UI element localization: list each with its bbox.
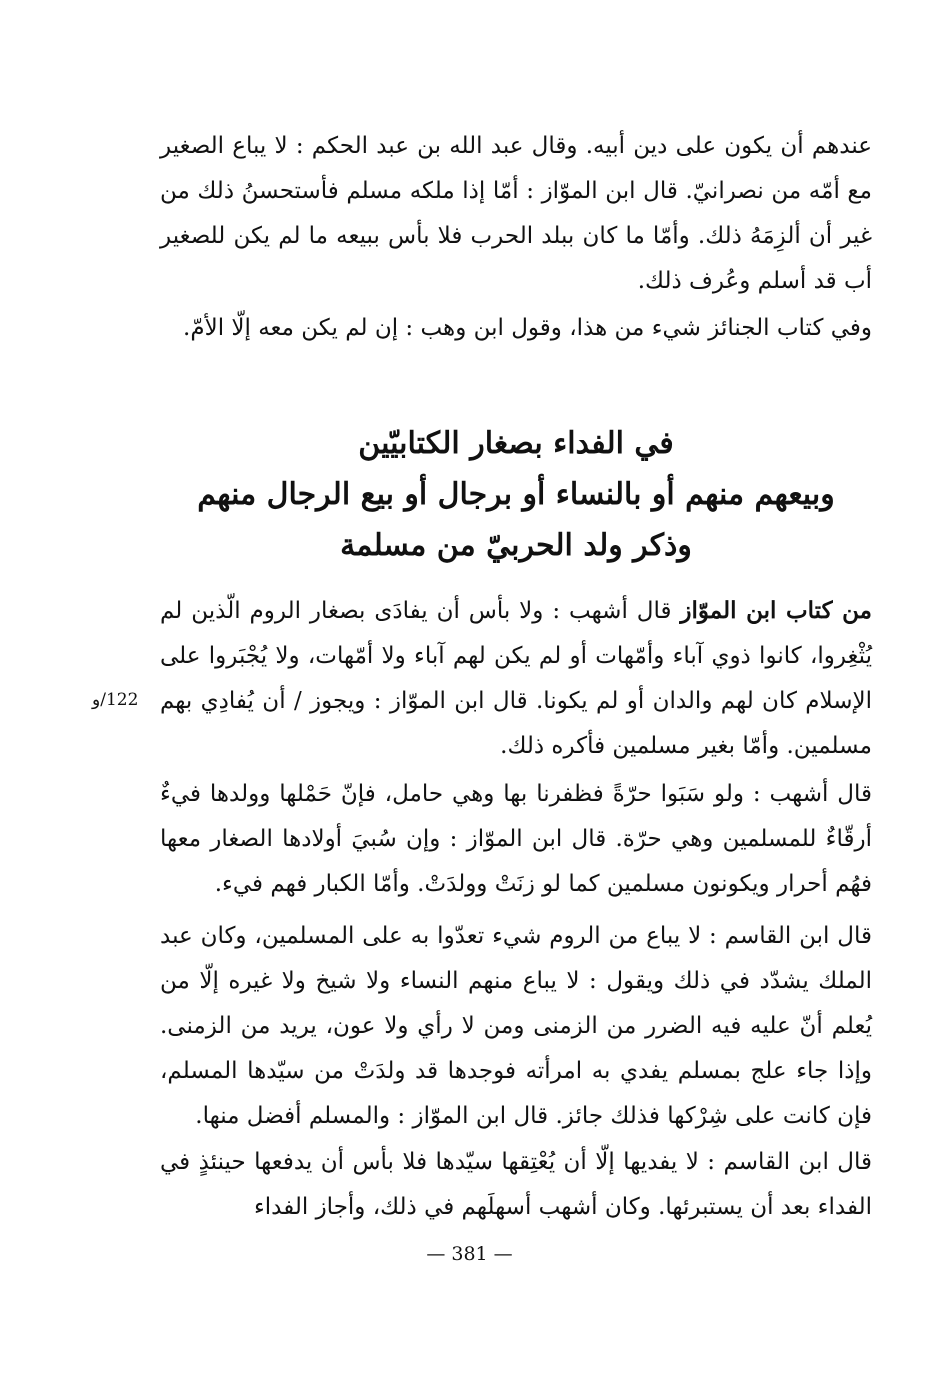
paragraph-3 [160,588,872,769]
heading-line-2: وبيعهم منهم أو بالنساء أو برجال أو بيع الرجال منهم [197,477,835,512]
paragraph-3-body: قال أشهب : ولا بأس أن يفادَى بصغار الروم الّذين لم يُثْغِروا، كانوا ذوي آباء وأمّهات أو لم يكن لهم آباء ولا أمّهات، ولا يُجْبَروا على الإسلام كان لهم والدان أو لم يكونا. قال ابن الموّاز : ويجوز / أن يُفادِي بهم مسلمين. وأمّا بغير مسلمين فأكره ذلك. [160,598,872,759]
source-reference: من كتاب ابن الموّاز [680,597,873,624]
heading-line-3: وذكر ولد الحربيّ من مسلمة [340,528,692,563]
page-number: — 381 — [426,1243,513,1265]
folio-margin-note: 122/و [92,690,139,710]
paragraph-4: قال أشهب : ولو سَبَوا حرّةً فظفرنا بها وهي حامل، فإنّ حَمْلها وولدها فيءٌ أرقّاءٌ للمسلمين وهي حرّة. قال ابن الموّاز : وإن سُبيَ أولادها الصغار معها فهُم أحرار ويكونون مسلمين كما لو زنَتْ وولدَتْ. وأمّا الكبار فهم فيء. [160,781,872,897]
paragraph-2: وفي كتاب الجنائز شيء من هذا، وقول ابن وهب : إن لم يكن معه إلّا الأمّ. [183,315,872,341]
paragraph-5: قال ابن القاسم : لا يباع من الروم شيء تعدّوا به على المسلمين، وكان عبد الملك يشدّد في ذلك ويقول : لا يباع منهم النساء ولا شيخ ولا غيره إلّا من يُعلم أنّ عليه فيه الضرر من الزمنى ومن لا رأي ولا عون، يريد من الزمنى. وإذا جاء علج بمسلم يفدي به امرأته فوجدها قد ولدَتْ من سيّدها المسلم، فإن كانت على شِرْكها فذلك جائز. قال ابن الموّاز : والمسلم أفضل منها. [160,923,872,1129]
paragraph-1: عندهم أن يكون على دين أبيه. وقال عبد الله بن عبد الحكم : لا يباع الصغير مع أمّه من نصرانيّ. قال ابن الموّاز : أمّا إذا ملكه مسلم فأستحسنُ ذلك من غير أن ألزِمَهُ ذلك. وأمّا ما كان ببلد الحرب فلا بأس ببيعه ما لم يكن للصغير أب قد أسلم وعُرف ذلك. [160,133,872,294]
paragraph-6: قال ابن القاسم : لا يفديها إلّا أن يُعْتِقها سيّدها فلا بأس أن يدفعها حينئذٍ في الفداء بعد أن يستبرئها. وكان أشهب أسهلَهم في ذلك، وأجاز الفداء [160,1149,872,1220]
section-heading [160,418,872,571]
heading-line-1: في الفداء بصغار الكتابيّين [358,426,674,461]
